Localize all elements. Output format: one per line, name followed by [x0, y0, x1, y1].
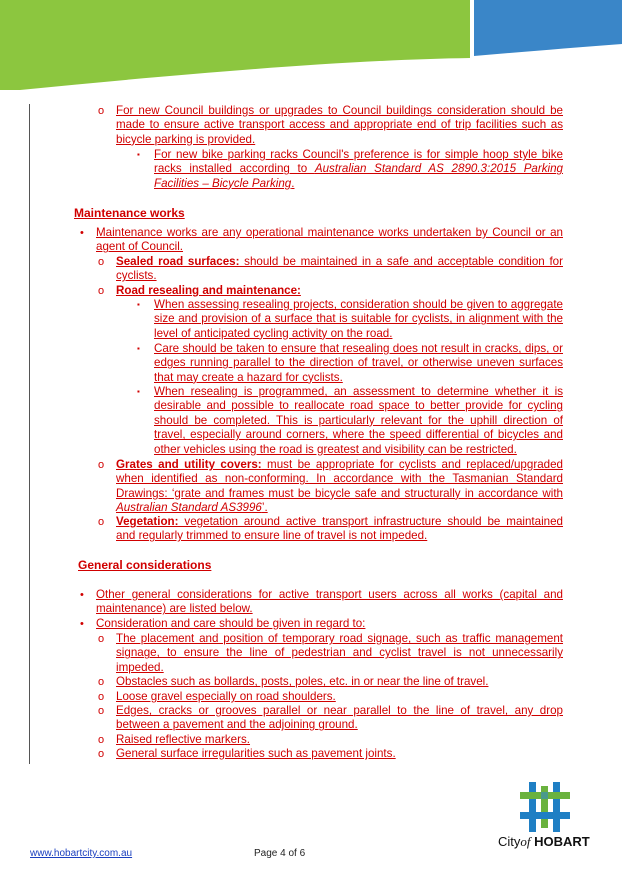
- website-link[interactable]: www.hobartcity.com.au: [30, 848, 133, 859]
- circle-marker: o: [98, 705, 105, 717]
- heading-maintenance-works: Maintenance works: [74, 206, 185, 220]
- page-number: Page 4 of 6: [254, 848, 306, 859]
- paragraph-sealed-roads: Sealed road surfaces: should be maintained in a safe and acceptable condition for cyclists.: [116, 255, 563, 283]
- bullet-marker: •: [80, 589, 84, 601]
- list-item-irregularities: General surface irregularities such as pavement joints.: [116, 747, 396, 760]
- square-marker: ▪: [137, 300, 140, 309]
- paragraph-grates: Grates and utility covers: must be appropriate for cyclists and replaced/upgraded when identified as non-conforming. In accordance with the Tasmanian Standard Drawings: ‘grate and frames must be bicycle safe and structurally in accordance with Australian Standard AS3996’.: [116, 458, 563, 515]
- circle-marker: o: [98, 734, 105, 746]
- square-marker: ▪: [137, 344, 140, 353]
- paragraph-maintenance-def: Maintenance works are any operational maintenance works undertaken by Council or an agent of Council.: [96, 226, 563, 254]
- list-item-edges: Edges, cracks or grooves parallel or near parallel to the line of travel, any drop between a pavement and the adjoining ground.: [116, 704, 563, 732]
- header-blue-shape: [474, 0, 622, 56]
- paragraph-buildings: For new Council buildings or upgrades to Council buildings consideration should be made to ensure active transport access and appropriate end of trip facilities such as bicycle parking is provided.: [116, 104, 563, 146]
- city-of-hobart-logo-icon: [520, 782, 570, 832]
- bullet-marker: •: [80, 618, 84, 630]
- bullet-marker: •: [80, 227, 84, 239]
- paragraph-consideration: Consideration and care should be given in regard to:: [96, 617, 366, 630]
- circle-marker: o: [98, 633, 105, 645]
- list-item-signage: The placement and position of temporary road signage, such as traffic management signage, to ensure the line of pedestrian and cyclist travel is not unnecessarily impeded.: [116, 632, 563, 674]
- margin-rule: [29, 104, 30, 764]
- circle-marker: o: [98, 691, 105, 703]
- circle-marker: o: [98, 676, 105, 688]
- square-marker: ▪: [137, 150, 140, 159]
- paragraph-bike-racks: For new bike parking racks Council's preference is for simple hoop style bike racks installed according to Australian Standard AS 2890.3:2015 Parking Facilities – Bicycle Parking.: [154, 148, 563, 190]
- list-item-markers: Raised reflective markers.: [116, 733, 251, 746]
- circle-marker: o: [98, 285, 105, 297]
- paragraph-resealing-program: When resealing is programmed, an assessment to determine whether it is desirable and possible to reallocate road space to better provide for cycling should be completed. This is particularly relevant for the uphill direction of travel, especially around corners, where the speed differential of bicycles and other vehicles using the road is greatest and visibility can be restricted.: [154, 385, 563, 456]
- list-item-gravel: Loose gravel especially on road shoulders.: [116, 690, 336, 703]
- circle-marker: o: [98, 748, 105, 760]
- circle-marker: o: [98, 105, 105, 117]
- paragraph-resealing-care: Care should be taken to ensure that resealing does not result in cracks, dips, or edges running parallel to the direction of travel, or otherwise uneven surfaces that may create a hazard for cyclists.: [154, 342, 563, 384]
- heading-general-considerations: General considerations: [78, 558, 212, 572]
- header-green-shape: [0, 0, 470, 90]
- circle-marker: o: [98, 516, 105, 528]
- list-item-obstacles: Obstacles such as bollards, posts, poles, etc. in or near the line of travel.: [116, 675, 489, 688]
- heading-road-resealing: Road resealing and maintenance:: [116, 284, 301, 297]
- header-banner: [0, 0, 622, 90]
- logo-wordmark: Cityof HOBART: [498, 834, 590, 849]
- paragraph-resealing-assess: When assessing resealing projects, consideration should be given to aggregate size and provision of a surface that is suitable for cyclists, in alignment with the level of anticipated cycling activity on the road.: [154, 298, 563, 340]
- circle-marker: o: [98, 256, 105, 268]
- square-marker: ▪: [137, 387, 140, 396]
- paragraph-vegetation: Vegetation: vegetation around active transport infrastructure should be maintained and regularly trimmed to ensure line of travel is not impeded.: [116, 515, 563, 543]
- circle-marker: o: [98, 459, 105, 471]
- paragraph-general-intro: Other general considerations for active transport users across all works (capital and maintenance) are listed below.: [96, 588, 563, 616]
